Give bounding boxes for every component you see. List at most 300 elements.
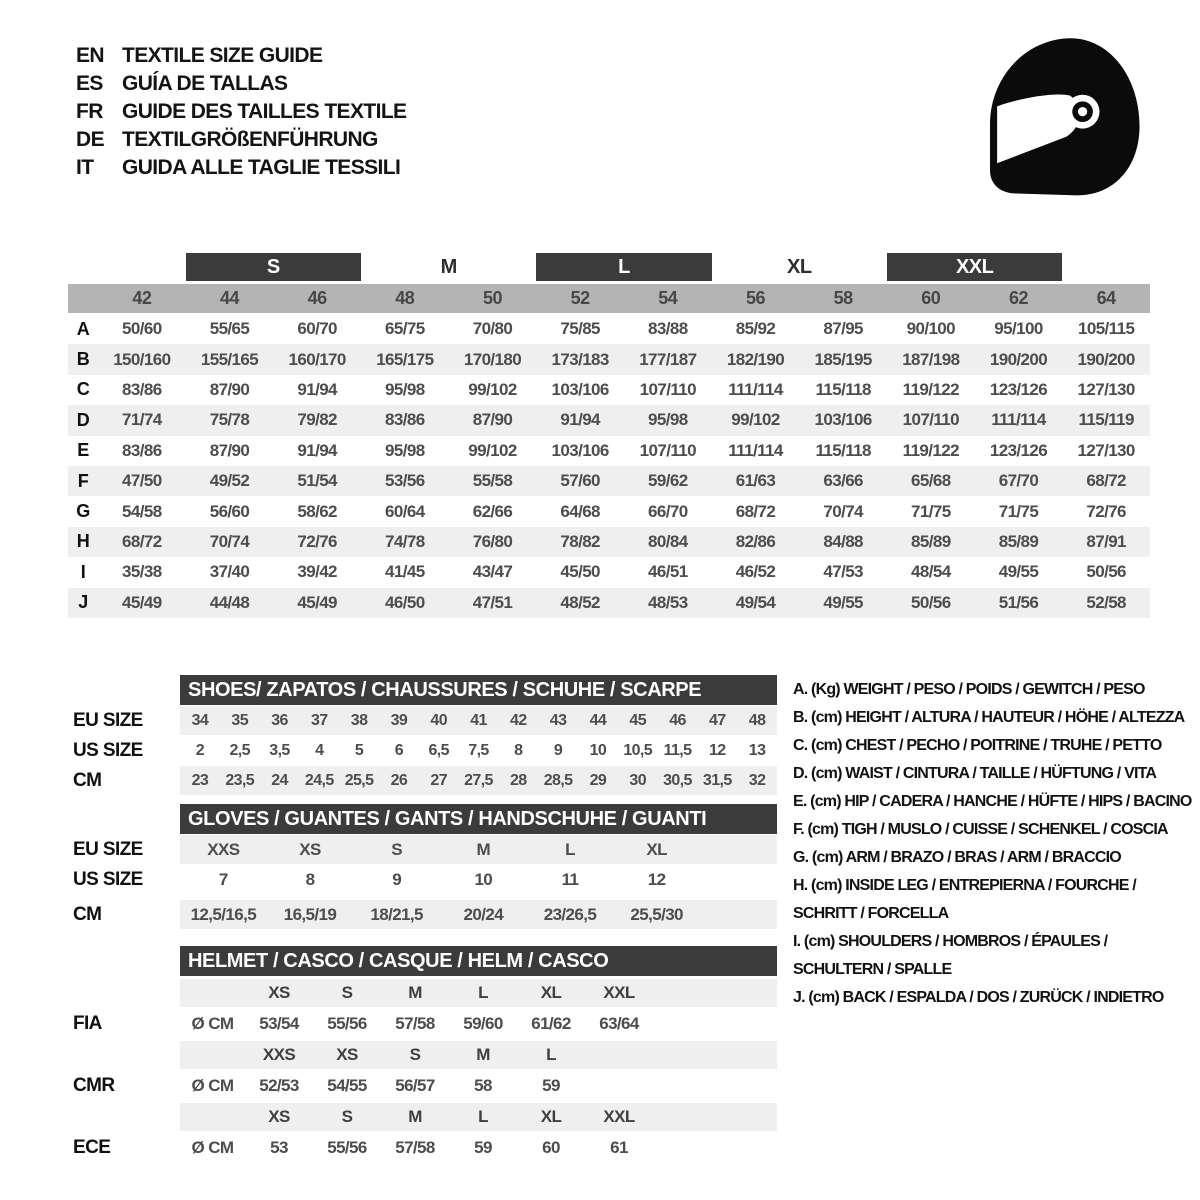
size-cell: 71/75: [998, 501, 1039, 521]
size-column-header: 50: [482, 288, 502, 308]
shoes-cell: 30: [629, 771, 646, 789]
size-cell: 61/63: [735, 471, 776, 491]
shoes-row-values: [180, 766, 777, 795]
shoes-cell: 6,5: [428, 741, 449, 759]
gloves-cell: 23/26,5: [543, 904, 597, 924]
size-row-label: F: [77, 470, 89, 491]
size-cell: 107/110: [639, 440, 696, 460]
size-cell: 95/98: [648, 410, 688, 430]
size-table-row: [68, 466, 1150, 496]
shoes-cell: 26: [390, 771, 408, 789]
gloves-cell: 9: [392, 869, 402, 889]
language-code: EN: [76, 44, 104, 67]
shoes-cell: 44: [589, 711, 607, 729]
gloves-cell: L: [565, 839, 575, 859]
shoes-cell: 40: [430, 711, 447, 729]
language-title: GUIDA ALLE TAGLIE TESSILI: [122, 156, 401, 179]
language-title: GUÍA DE TALLAS: [122, 72, 288, 95]
helmet-size-values: [180, 1103, 777, 1131]
helmet-cell: 55/56: [327, 1014, 367, 1033]
size-cell: 185/195: [814, 349, 872, 369]
shoes-cell: 32: [748, 771, 766, 789]
size-cell: 150/160: [113, 349, 171, 369]
size-cell: 75/78: [209, 410, 250, 430]
shoes-cell: 34: [191, 711, 209, 729]
legend-item: J. (cm) BACK / ESPALDA / DOS / ZURÜCK / INDIETRO: [793, 989, 1164, 1006]
helmet-size-header: XXL: [603, 983, 635, 1002]
size-cell: 75/85: [560, 319, 600, 339]
helmet-size-values: [180, 1041, 777, 1069]
helmet-size-header: M: [476, 1045, 490, 1064]
size-cell: 85/89: [998, 531, 1039, 551]
size-table-row: [68, 557, 1150, 587]
size-cell: 70/74: [209, 531, 250, 551]
shoes-cell: 8: [514, 741, 523, 759]
size-cell: 78/82: [560, 531, 600, 551]
gloves-cell: 12,5/16,5: [190, 904, 257, 924]
gloves-row-values: [180, 900, 777, 929]
size-table-row: [68, 496, 1150, 526]
gloves-cell: 20/24: [463, 904, 504, 924]
helmet-size-header: S: [341, 1107, 353, 1126]
shoes-cell: 6: [394, 741, 404, 759]
gloves-row-label: EU SIZE: [73, 838, 143, 860]
size-column-header: 64: [1096, 288, 1116, 308]
shoes-cell: 24: [271, 771, 288, 789]
size-cell: 84/88: [823, 531, 863, 551]
language-row: [76, 126, 406, 154]
size-cell: 54/58: [122, 501, 162, 521]
shoes-values-grid: [180, 706, 777, 735]
size-cell: 72/76: [297, 531, 337, 551]
helmet-size-header: S: [341, 983, 353, 1002]
language-header: [76, 42, 406, 182]
language-row: [76, 42, 406, 70]
legend-item: G. (cm) ARM / BRAZO / BRAS / ARM / BRACCIO: [793, 849, 1121, 866]
gloves-cell: 16,5/19: [283, 904, 337, 924]
helmet-size-row: [68, 979, 778, 1007]
size-cell: 55/58: [472, 471, 513, 491]
gloves-cell: 11: [561, 869, 579, 889]
gloves-cell: 12: [647, 869, 666, 889]
size-row-label: D: [76, 409, 90, 430]
size-cell: 46/50: [385, 592, 425, 612]
size-cell: 45/49: [122, 592, 162, 612]
size-column-header: 58: [833, 288, 853, 308]
size-group-m: M: [440, 255, 457, 278]
racing-helmet-graphic: [972, 28, 1154, 206]
language-code: DE: [76, 128, 104, 151]
legend-item: E. (cm) HIP / CADERA / HANCHE / HÜFTE / HIPS / BACINO: [793, 793, 1192, 810]
helmet-row-values: [180, 1134, 777, 1162]
size-cell: 80/84: [648, 531, 688, 551]
size-row-label: G: [76, 501, 90, 522]
helmet-cell: 58: [474, 1076, 492, 1095]
shoes-row-label: US SIZE: [73, 739, 143, 761]
helmet-value-row: [68, 1010, 778, 1038]
size-cell: 115/118: [815, 440, 871, 460]
size-cell: 103/106: [551, 379, 609, 399]
size-cell: 119/122: [902, 440, 959, 460]
legend-item: B. (cm) HEIGHT / ALTURA / HAUTEUR / HÖHE / ALTEZZA: [793, 709, 1185, 726]
gloves-values-grid: [180, 900, 700, 929]
language-title: TEXTILGRÖßENFÜHRUNG: [122, 128, 378, 151]
language-code: IT: [76, 156, 94, 179]
size-cell: 95/100: [994, 319, 1043, 339]
size-cell: 173/183: [551, 349, 609, 369]
size-cell: 90/100: [906, 319, 956, 339]
gloves-row: [68, 835, 778, 864]
size-cell: 87/90: [209, 440, 250, 460]
size-cell: 107/110: [639, 379, 696, 399]
helmet-standard-label: ECE: [73, 1137, 111, 1158]
size-cell: 59/62: [648, 471, 688, 491]
shoes-cell: 48: [748, 711, 766, 729]
helmet-size-header: M: [408, 983, 422, 1002]
size-cell: 64/68: [560, 501, 600, 521]
size-cell: 115/119: [1078, 410, 1134, 430]
size-table-row: [68, 375, 1150, 405]
shoes-cell: 10,5: [623, 741, 653, 759]
helmet-table-rows: [68, 979, 778, 1162]
shoes-cell: 4: [315, 741, 324, 759]
size-column-header: 52: [570, 288, 590, 308]
helmet-standard-label: CMR: [73, 1075, 115, 1096]
helmet-size-header: L: [546, 1045, 556, 1064]
size-cell: 47/51: [472, 592, 513, 612]
helmet-size-header: XS: [268, 983, 290, 1002]
gloves-cell: XS: [299, 839, 321, 859]
size-cell: 95/98: [385, 440, 425, 460]
size-cell: 127/130: [1077, 379, 1135, 399]
legend-item: D. (cm) WAIST / CINTURA / TAILLE / HÜFTUNG / VITA: [793, 765, 1157, 782]
shoes-cell: 2: [195, 741, 205, 759]
gloves-cell: XL: [646, 839, 667, 859]
size-cell: 182/190: [726, 349, 785, 369]
legend-item: A. (Kg) WEIGHT / PESO / POIDS / GEWITCH / PESO: [793, 681, 1145, 698]
size-group-xxl: XXL: [887, 253, 1062, 281]
size-cell: 51/56: [998, 592, 1039, 612]
helmet-size-header: M: [408, 1107, 422, 1126]
helmet-size-header: XS: [336, 1045, 358, 1064]
gloves-cell: 18/21,5: [370, 904, 423, 924]
shoes-cell: 46: [669, 711, 686, 729]
shoes-cell: 47: [708, 711, 726, 729]
size-row-label: A: [76, 318, 90, 339]
language-code: ES: [76, 72, 103, 95]
language-title: GUIDE DES TAILLES TEXTILE: [122, 100, 407, 123]
size-cell: 72/76: [1086, 501, 1126, 521]
size-cell: 37/40: [209, 562, 250, 582]
shoes-cell: 28,5: [543, 771, 573, 789]
shoes-cell: 45: [629, 711, 646, 729]
helmet-size-header: XXL: [603, 1107, 635, 1126]
helmet-cell: 52/53: [259, 1076, 299, 1095]
size-cell: 190/200: [989, 349, 1048, 369]
size-cell: 65/68: [911, 471, 951, 491]
size-cell: 68/72: [735, 501, 776, 521]
size-cell: 44/48: [209, 592, 250, 612]
size-cell: 48/52: [560, 592, 600, 612]
size-column-header: 62: [1008, 288, 1028, 308]
shoes-cell: 23,5: [225, 771, 255, 789]
helmet-cell: 59/60: [463, 1014, 503, 1033]
size-group-s: S: [186, 253, 361, 281]
gloves-cell: M: [476, 839, 491, 859]
helmet-size-grid: [180, 1041, 653, 1069]
shoes-cell: 12: [708, 741, 726, 759]
language-title: TEXTILE SIZE GUIDE: [122, 44, 323, 67]
size-cell: 39/42: [297, 562, 337, 582]
gloves-row: [68, 900, 778, 929]
size-cell: 60/64: [385, 501, 425, 521]
shoes-table: [68, 675, 778, 795]
size-cell: 49/55: [823, 592, 863, 612]
size-cell: 91/94: [297, 440, 337, 460]
gloves-table: [68, 804, 778, 929]
size-cell: 52/58: [1086, 592, 1126, 612]
gloves-row-values: [180, 865, 777, 894]
helmet-size-header: XL: [540, 983, 562, 1002]
helmet-size-header: S: [409, 1045, 421, 1064]
size-cell: 70/80: [472, 319, 513, 339]
size-cell: 177/187: [639, 349, 697, 369]
gloves-row: [68, 865, 778, 894]
size-table-row: [68, 314, 1150, 344]
helmet-size-header: XXS: [262, 1045, 296, 1064]
shoes-row-label: CM: [73, 769, 102, 791]
shoes-cell: 39: [390, 711, 408, 729]
racing-helmet-icon: [972, 28, 1154, 206]
gloves-values-grid: [180, 865, 700, 894]
shoes-cell: 43: [549, 711, 567, 729]
size-cell: 62/66: [472, 501, 513, 521]
size-cell: 50/60: [122, 319, 162, 339]
size-column-header: 44: [219, 288, 239, 308]
helmet-cell: 59: [474, 1138, 492, 1157]
shoes-values-grid: [180, 736, 777, 765]
gloves-cell: XXS: [207, 839, 240, 859]
size-row-label: H: [76, 531, 90, 552]
gloves-cell: 25,5/30: [630, 904, 683, 924]
helmet-values-grid: [180, 1134, 653, 1162]
shoes-cell: 38: [350, 711, 368, 729]
size-table-row: [68, 405, 1150, 435]
shoes-row-values: [180, 736, 777, 765]
helmet-size-values: [180, 979, 777, 1007]
size-cell: 99/102: [731, 410, 780, 430]
helmet-row-values: [180, 1072, 777, 1100]
gloves-values-grid: [180, 835, 700, 864]
size-cell: 190/200: [1077, 349, 1135, 369]
size-cell: 170/180: [463, 349, 522, 369]
shoes-cell: 7,5: [468, 741, 489, 759]
size-cell: 160/170: [288, 349, 346, 369]
size-table: [68, 253, 1150, 618]
shoes-cell: 42: [509, 711, 527, 729]
size-cell: 87/90: [209, 379, 250, 399]
size-group-xl: XL: [787, 255, 812, 278]
size-column-header: 60: [921, 288, 941, 308]
gloves-cell: 7: [218, 869, 228, 889]
size-cell: 49/55: [998, 562, 1039, 582]
gloves-table-title: GLOVES / GUANTES / GANTS / HANDSCHUHE / GUANTI: [180, 804, 777, 834]
size-cell: 91/94: [297, 379, 337, 399]
helmet-size-row: [68, 1103, 778, 1131]
size-cell: 103/106: [814, 410, 872, 430]
size-cell: 79/82: [297, 410, 337, 430]
shoes-cell: 30,5: [663, 771, 692, 789]
shoes-cell: 11,5: [663, 741, 692, 759]
size-cell: 66/70: [648, 501, 688, 521]
helmet-row-values: [180, 1010, 777, 1038]
shoes-cell: 23: [191, 771, 209, 789]
shoes-cell: 5: [354, 741, 364, 759]
shoes-cell: 41: [470, 711, 487, 729]
size-cell: 103/106: [551, 440, 609, 460]
size-cell: 111/114: [991, 410, 1046, 430]
size-cell: 83/86: [122, 379, 162, 399]
size-cell: 50/56: [911, 592, 951, 612]
helmet-cell: 53/54: [259, 1014, 299, 1033]
size-row-label: B: [76, 349, 90, 370]
size-cell: 85/92: [735, 319, 776, 339]
helmet-value-row: [68, 1134, 778, 1162]
size-cell: 71/75: [911, 501, 951, 521]
size-row-label: I: [80, 561, 86, 582]
size-column-header: 54: [658, 288, 678, 308]
helmet-diameter-unit: Ø CM: [191, 1076, 234, 1095]
shoes-cell: 13: [748, 741, 766, 759]
shoes-table-rows: [68, 706, 778, 795]
size-cell: 65/75: [385, 319, 425, 339]
shoes-row-values: [180, 706, 777, 735]
shoes-cell: 27: [430, 771, 447, 789]
size-cell: 115/118: [815, 379, 871, 399]
shoes-cell: 27,5: [464, 771, 493, 789]
helmet-size-header: L: [478, 1107, 488, 1126]
shoes-cell: 3,5: [269, 741, 290, 759]
language-row: [76, 154, 406, 182]
helmet-cell: 59: [542, 1076, 560, 1095]
size-group-header-row: [68, 253, 1150, 281]
size-cell: 67/70: [998, 471, 1039, 491]
helmet-standard-label: FIA: [73, 1013, 102, 1034]
helmet-cell: 55/56: [327, 1138, 367, 1157]
size-table-row: [68, 344, 1150, 374]
size-cell: 155/165: [200, 349, 259, 369]
size-column-header: 46: [307, 288, 327, 308]
size-cell: 45/49: [297, 592, 337, 612]
size-cell: 165/175: [376, 349, 434, 369]
language-row: [76, 98, 406, 126]
shoes-values-grid: [180, 766, 777, 795]
helmet-cell: 63/64: [599, 1014, 639, 1033]
size-cell: 53/56: [385, 471, 425, 491]
size-cell: 57/60: [560, 471, 600, 491]
size-cell: 82/86: [735, 531, 776, 551]
size-cell: 83/86: [122, 440, 162, 460]
size-cell: 187/198: [902, 349, 960, 369]
language-code: FR: [76, 100, 103, 123]
helmet-cell: 57/58: [395, 1138, 435, 1157]
shoes-table-title: SHOES/ ZAPATOS / CHAUSSURES / SCHUHE / SCARPE: [180, 675, 777, 705]
size-cell: 48/54: [911, 562, 951, 582]
size-cell: 49/52: [209, 471, 250, 491]
shoes-cell: 28: [509, 771, 527, 789]
size-cell: 87/95: [823, 319, 863, 339]
size-cell: 105/115: [1077, 319, 1135, 339]
helmet-cell: 60: [542, 1138, 560, 1157]
size-cell: 63/66: [823, 471, 863, 491]
size-cell: 83/88: [648, 319, 688, 339]
helmet-size-row: [68, 1041, 778, 1069]
legend-item: I. (cm) SHOULDERS / HOMBROS / ÉPAULES / SCHULTERN / SPALLE: [793, 933, 1108, 978]
helmet-cell: 56/57: [395, 1076, 435, 1095]
shoes-cell: 24,5: [304, 771, 334, 789]
helmet-size-grid: [180, 979, 653, 1007]
size-cell: 58/62: [297, 501, 337, 521]
size-column-header: 56: [745, 288, 765, 308]
size-cell: 119/122: [902, 379, 959, 399]
size-columns-row: [68, 284, 1150, 313]
size-cell: 46/51: [648, 562, 688, 582]
size-cell: 49/54: [735, 592, 776, 612]
shoes-row: [68, 736, 778, 765]
shoes-cell: 31,5: [702, 771, 732, 789]
size-cell: 83/86: [385, 410, 425, 430]
size-cell: 87/91: [1086, 531, 1126, 551]
size-column-header: 42: [132, 288, 152, 308]
size-cell: 47/50: [122, 471, 162, 491]
size-cell: 76/80: [472, 531, 513, 551]
shoes-cell: 37: [310, 711, 328, 729]
size-cell: 56/60: [209, 501, 250, 521]
gloves-row-label: US SIZE: [73, 868, 143, 890]
shoes-row: [68, 766, 778, 795]
shoes-cell: 25,5: [344, 771, 374, 789]
size-cell: 91/94: [560, 410, 600, 430]
helmet-size-header: XS: [268, 1107, 290, 1126]
size-cell: 123/126: [989, 440, 1048, 460]
size-cell: 60/70: [297, 319, 337, 339]
shoes-row: [68, 706, 778, 735]
helmet-diameter-unit: Ø CM: [191, 1014, 234, 1033]
gloves-row-values: [180, 835, 777, 864]
size-cell: 111/114: [728, 379, 783, 399]
size-row-label: C: [76, 379, 90, 400]
shoes-cell: 29: [589, 771, 607, 789]
size-row-label: J: [78, 592, 88, 613]
size-cell: 95/98: [385, 379, 425, 399]
size-cell: 85/89: [911, 531, 951, 551]
helmet-values-grid: [180, 1010, 653, 1038]
legend-item: H. (cm) INSIDE LEG / ENTREPIERNA / FOURCHE / SCHRITT / FORCELLA: [793, 877, 1136, 922]
size-cell: 127/130: [1077, 440, 1135, 460]
size-table-row: [68, 527, 1150, 557]
helmet-cell: 54/55: [327, 1076, 367, 1095]
legend-item: C. (cm) CHEST / PECHO / POITRINE / TRUHE / PETTO: [793, 737, 1162, 754]
size-cell: 68/72: [122, 531, 162, 551]
helmet-table: [68, 946, 778, 1162]
size-cell: 71/74: [122, 410, 162, 430]
size-cell: 48/53: [648, 592, 688, 612]
helmet-diameter-unit: Ø CM: [191, 1138, 234, 1157]
helmet-size-header: XL: [540, 1107, 562, 1126]
shoes-row-label: EU SIZE: [73, 709, 143, 731]
size-cell: 35/38: [122, 562, 162, 582]
helmet-cell: 57/58: [395, 1014, 435, 1033]
